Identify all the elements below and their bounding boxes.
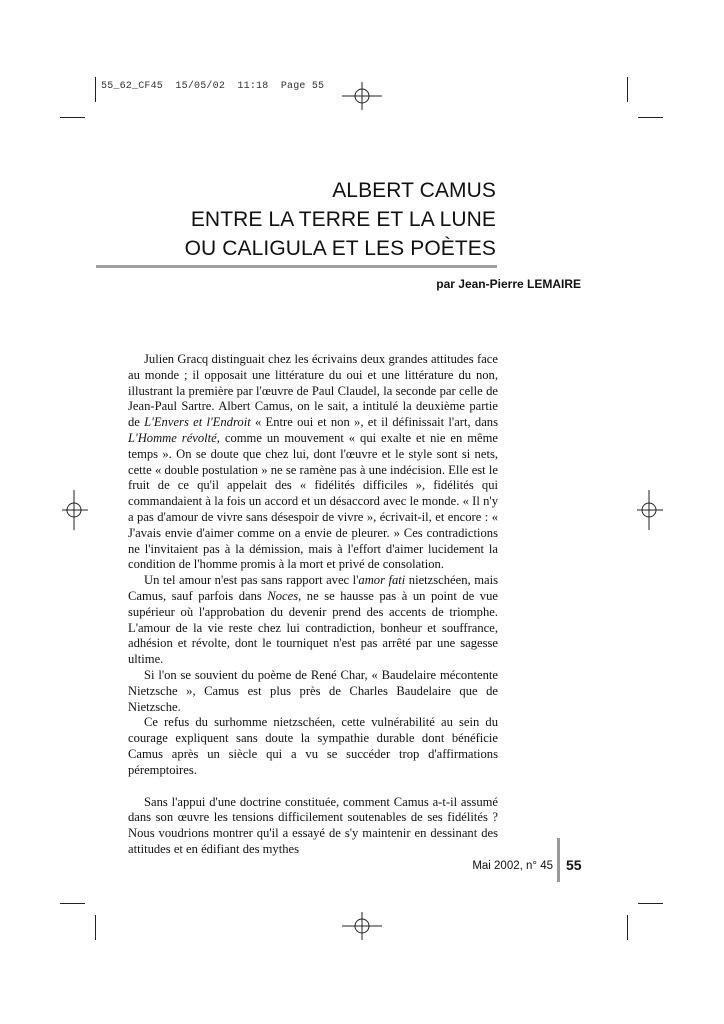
author-byline: par Jean-Pierre LEMAIRE [436,277,581,291]
article-title [76,176,496,263]
registration-mark-right-icon [635,490,665,530]
title-line-1: ALBERT CAMUS [332,179,496,202]
paragraph-3: Si l'on se souvient du poème de René Char, « Baudelaire mécontente Nietzsche », Camus est plus près de Charles Baudelaire que de Nietzsche. [128,667,498,714]
crop-mark-top-right-horizontal [638,117,663,118]
paragraph-1: Julien Gracq distinguait chez les écrivains deux grandes attitudes face au monde ; il opposait une littérature du oui et une littérature du non, illustrant la première par l'œuvre de Paul Claudel, la seconde par celle de Jean-Paul Sartre. Albert Camus, on le sait, a intitulé la deuxième partie de L'Envers et l'Endroit « Entre oui et non », et il définissait l'art, dans L'Homme révolté, comme un mouvement « qui exalte et nie en même temps ». On se doute que chez lui, dont l'œuvre et le style sont si nets, cette « double postulation » ne se ramène pas à une indécision. Elle est le fruit de ce qu'il appelait des « fidélités difficiles », fidélités qui commandaient à la fois un accord et un désaccord avec le monde. « Il n'y a pas d'amour de vivre sans désespoir de vivre », écrivait-il, et encore : « J'avais envie d'aimer comme on a envie de pleurer. » Ces contradictions ne l'invitaient pas à la démission, mais à l'effort d'aimer lucidement la condition de l'homme promis à la mort et privé de consolation. [128,352,499,572]
paragraph-5: Sans l'appui d'une doctrine constituée, comment Camus a-t-il assumé dans son œuvre les tensions difficilement soutenables de ses fidélités ? Nous voudrions montrer qu'il a essayé de s'y maintenir en dessinant des attitudes et en édifiant des mythes [128,794,498,856]
crop-mark-bottom-right-vertical [627,915,628,940]
registration-mark-left-icon [62,490,92,530]
registration-mark-top-icon [342,82,382,112]
crop-mark-bottom-left-horizontal [60,903,85,904]
page-number: 55 [566,857,582,873]
crop-mark-top-left-horizontal [60,117,85,118]
title-rule [96,265,497,268]
footer-divider [557,838,560,882]
print-slug: 55_62_CF45 15/05/02 11:18 Page 55 [101,81,325,92]
paragraph-2: Un tel amour n'est pas sans rapport avec l'amor fati nietzschéen, mais Camus, sauf parfois dans Noces, ne se hausse pas à un point de vue supérieur où l'approbation du devenir prend des accents de triomphe. L'amour de la vie reste chez lui contradiction, bonheur et souffrance, adhésion et révolte, dont le tourniquet n'est pas arrêté par une sagesse ultime. [128,573,498,667]
issue-label: Mai 2002, n° 45 [472,860,553,872]
crop-mark-top-left-vertical [95,77,96,102]
title-line-2: ENTRE LA TERRE ET LA LUNE [190,208,496,231]
crop-mark-bottom-left-vertical [95,915,96,940]
crop-mark-bottom-right-horizontal [638,903,663,904]
crop-mark-top-right-vertical [627,77,628,102]
registration-mark-bottom-icon [342,912,382,942]
title-line-3: OU CALIGULA ET LES POÈTES [184,237,496,260]
paragraph-4: Ce refus du surhomme nietzschéen, cette vulnérabilité au sein du courage expliquent sans doute la sympathie durable dont bénéficie Camus après un siècle qui a vu se succéder trop d'affirmations péremptoires. [128,715,498,777]
article-body [128,352,498,858]
